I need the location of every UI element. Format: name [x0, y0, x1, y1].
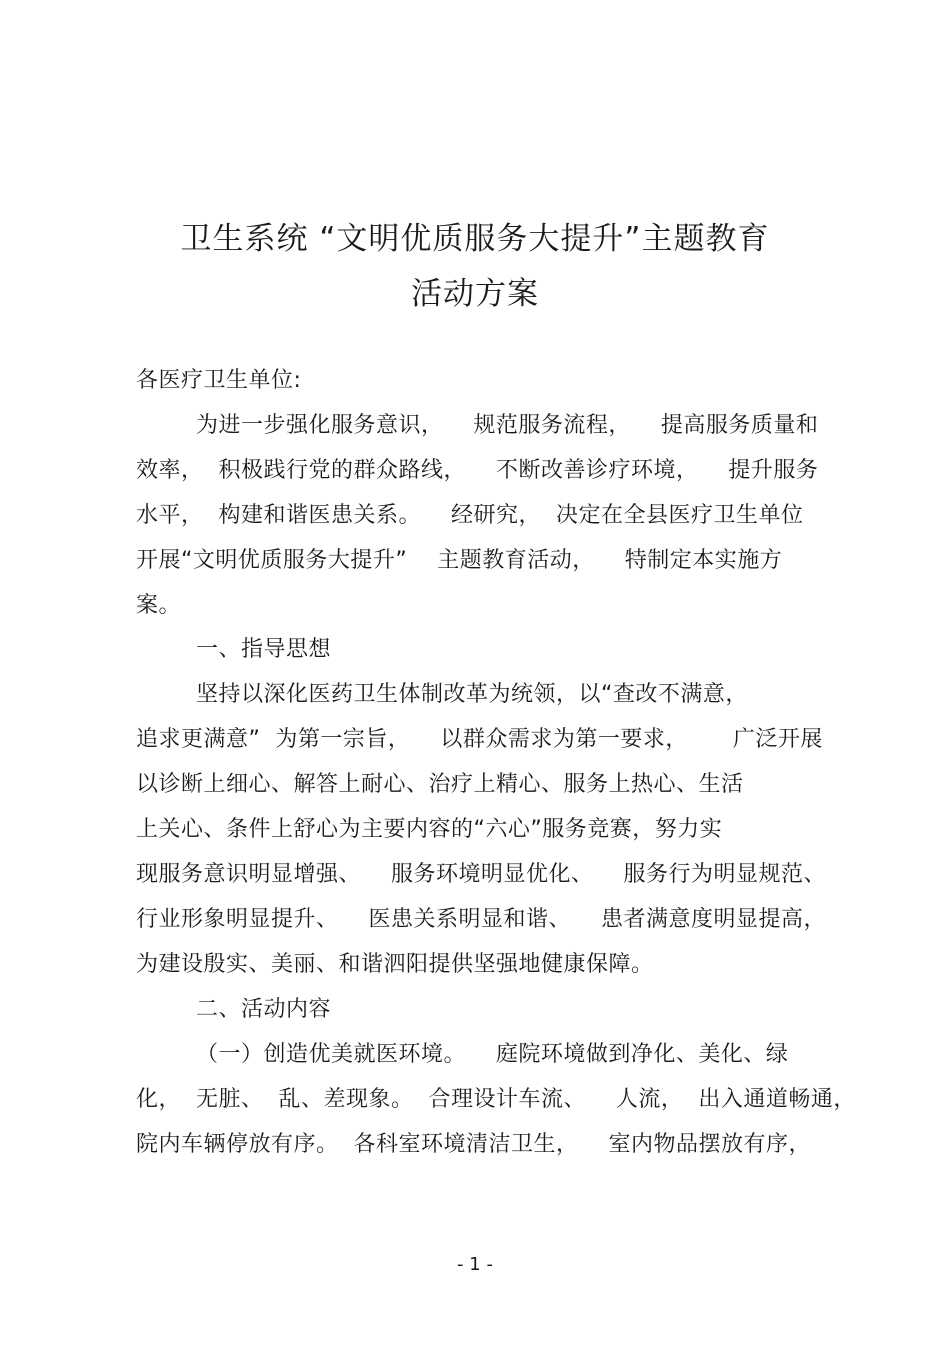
- body-line: 追求更满意” 为第一宗旨， 以群众需求为第一要求， 广泛开展: [136, 727, 823, 752]
- section-heading: 一、指导思想: [136, 637, 331, 662]
- document-title-line-2: 活动方案: [411, 276, 539, 312]
- body-line: 为进一步强化服务意识， 规范服务流程， 提高服务质量和: [136, 413, 819, 438]
- body-line: 现服务意识明显增强、 服务环境明显优化、 服务行为明显规范、: [136, 862, 826, 887]
- salutation: 各医疗卫生单位:: [136, 368, 302, 393]
- page-number: - 1 -: [457, 1254, 493, 1275]
- body-line: 以诊断上细心、解答上耐心、治疗上精心、服务上热心、生活: [136, 772, 744, 797]
- body-line: 为建设殷实、美丽、和谐泗阳提供坚强地健康保障。: [136, 952, 654, 977]
- body-line: 开展“文明优质服务大提升” 主题教育活动， 特制定本实施方: [136, 548, 783, 573]
- body-line: 案。: [136, 593, 182, 618]
- body-line: 上关心、条件上舒心为主要内容的“六心”服务竞赛，努力实: [136, 817, 723, 842]
- body-line: 效率， 积极践行党的群众路线， 不断改善诊疗环境， 提升服务: [136, 458, 819, 483]
- section-heading: 二、活动内容: [136, 997, 331, 1022]
- body-line: （一）创造优美就医环境。 庭院环境做到净化、美化、绿: [136, 1042, 789, 1067]
- body-line: 化， 无脏、 乱、差现象。 合理设计车流、 人流， 出入通道畅通，: [136, 1087, 856, 1112]
- body-line: 坚持以深化医药卫生体制改革为统领，以“查改不满意，: [136, 682, 748, 707]
- body-line: 水平， 构建和谐医患关系。 经研究， 决定在全县医疗卫生单位: [136, 503, 804, 528]
- body-line: 行业形象明显提升、 医患关系明显和谐、 患者满意度明显提高，: [136, 907, 826, 932]
- document-title-line-1: 卫生系统 “文明优质服务大提升”主题教育: [180, 221, 770, 257]
- body-line: 院内车辆停放有序。 各科室环境清洁卫生， 室内物品摆放有序，: [136, 1132, 811, 1157]
